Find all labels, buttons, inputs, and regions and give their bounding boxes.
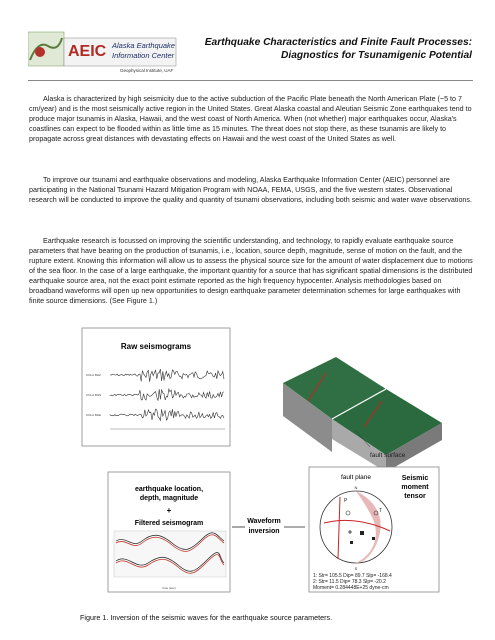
waveform-line2: inversion	[248, 528, 280, 535]
paragraph-2: To improve our tsunami and earthquake observations and modeling, Alaska Earthquake Information Center (AEIC) personnel are participating in the National Tsunami Hazard Mitigation Program with NOAA, FEMA, USGS, and the five western states. Observational research will be conducted to improve the quality and quantity of tsunami observations, including both seismic and water wave observations.	[29, 176, 472, 204]
beachball	[320, 491, 392, 563]
paragraph-1: Alaska is characterized by high seismicity due to the active subduction of the Pacific Plate beneath the North American Plate (~5 to 7 cm/year) and is the most seismically active region in the United States. Great Alaska coastal and Aleutian Seismic Zone earthquakes tend to produce major tsunamis in Alaska, Hawaii, and the west coast of North America. When (not whether) major earthquakes occur, Alaska's coastlines can expect to be flooded within as little time as 15 minutes. The threat does not stop there, as these tsunamis are likely to propagate across great distances with devastating effects on Hawaii and the west coast of the United States as well.	[29, 95, 472, 143]
location-line1: earthquake location,	[134, 486, 204, 493]
mechanism-line3: Moment= 0.284448E+25 dyne-cm	[313, 585, 389, 591]
svg-text:COLA BHZ: COLA BHZ	[86, 373, 101, 377]
tensor-line1: Seismic	[401, 475, 429, 482]
mechanism-line2: 2: Str= 11.5 Dip= 78.3 Slp= -20.2	[313, 579, 386, 585]
svg-text:COLA BHE: COLA BHE	[86, 413, 102, 417]
s-label: S	[354, 566, 358, 571]
t-label: T	[379, 508, 383, 514]
title-line1: Earthquake Characteristics and Finite Fault Processes:	[204, 37, 472, 48]
location-line2: depth, magnitude	[139, 495, 199, 502]
waveform-line1: Waveform	[247, 518, 281, 525]
plus-sign: +	[166, 506, 172, 515]
logo-sublabel: Geophysical Institute, UAF	[120, 68, 174, 73]
header-divider	[28, 80, 473, 81]
fault-plane-label: fault plane	[341, 474, 371, 481]
svg-text:COLA BHN: COLA BHN	[86, 393, 102, 397]
tensor-line2: moment	[401, 484, 429, 491]
fault-surface-label: fault surface	[370, 452, 406, 459]
figure-1	[80, 327, 445, 607]
fault-block-diagram	[283, 357, 442, 472]
filtered-traces	[114, 531, 226, 577]
figure-caption: Figure 1. Inversion of the seismic waves for the earthquake source parameters.	[80, 613, 333, 622]
logo-name-line2: Information Center	[112, 51, 175, 60]
title-line2: Diagnostics for Tsunamigenic Potential	[281, 50, 472, 61]
p-label: P	[344, 498, 348, 504]
paragraph-3: Earthquake research is focussed on improving the scientific understanding, and technology, to rapidly evaluate earthquake source parameters that have bearing on the production of tsunamis, i.e., location, source depth, magnitude, sense of motion on the fault, and the rupture extent. Knowing this information will allow us to assess the physical source size for the amount of water displacement due to motions of the sea floor. In the case of a large earthquake, the important quantity for a source that has significant spatial dimensions is the distributed earthquake source area, not the exact point estimate reported as the high frequency hypocenter. Analysis methodologies based on broadband waveforms will open up new opportunities to design earthquake parameter determination schemes for large earthquakes with finite source dimensions. (See Figure 1.)	[29, 237, 473, 305]
mechanism-line1: 1: Str= 105.5 Dip= 89.7 Slp= -168.4	[313, 573, 392, 579]
logo-acronym: AEIC	[68, 43, 107, 60]
aeic-logo	[28, 30, 178, 74]
logo-name-line1: Alaska Earthquake	[112, 41, 175, 50]
xaxis-label: time (sec)	[162, 586, 176, 590]
raw-seismograms-title: Raw seismograms	[120, 342, 192, 351]
tensor-line3: tensor	[404, 493, 426, 500]
filtered-label: Filtered seismogram	[134, 520, 204, 527]
n-label: N	[354, 485, 358, 490]
page-title	[190, 36, 472, 62]
